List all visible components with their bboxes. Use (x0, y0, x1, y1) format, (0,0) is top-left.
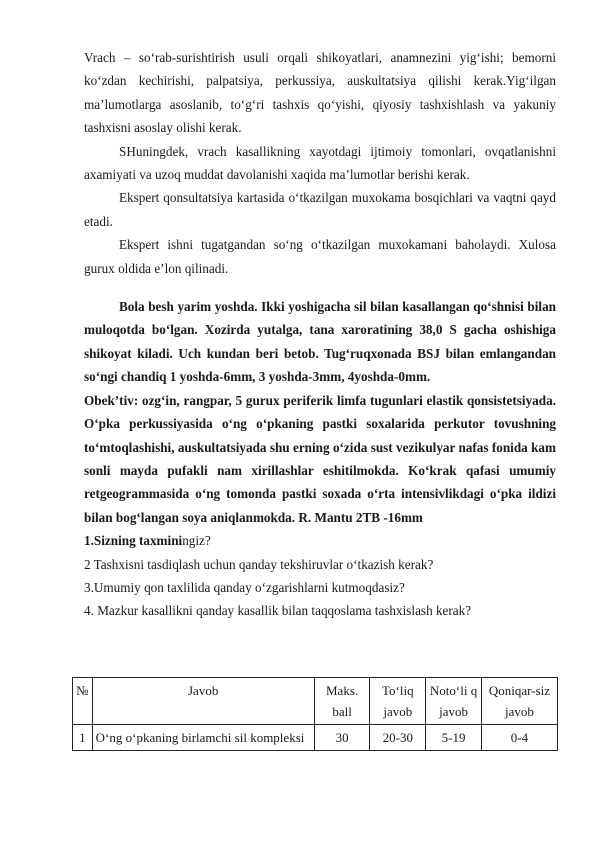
header-number: № (73, 678, 93, 725)
case-objective: Obek’tiv: ozg‘in, rangpar, 5 gurux periferik limfa tugunlari elastik qonsistetsiyada. O‘pka perkussiyasida o‘ng o‘pkaning pastki soxalarida perkutor tovushning to‘mtoqlashishi, auskultatsiyada shu erning o‘zida sust vezikulyar nafas fonida kam sonli mayda pufakli nam xirillashlar eshitilmokda. Ko‘krak qafasi umumiy retgeogrammasida o‘ng tomonda pastki soxada o‘rta intensivlikdagi o‘pka ildizi bilan bog‘langan soya aniqlanmokda. R. Mantu 2TB -16mm (84, 392, 556, 525)
case-intro: Bola besh yarim yoshda. Ikki yoshigacha sil bilan kasallangan qo‘shnisi bilan muloqotda bo‘lgan. Xozirda yutalga, tana xaroratining 38,0 S gacha oshishiga shikoyat kiladi. Uch kundan beri betob. Tug‘ruqxonada BSJ bilan emlangandan so‘ngi chandiq 1 yoshda-6mm, 3 yoshda-3mm, 4yoshda-0mm. (84, 299, 556, 385)
paragraph-expert-card: Ekspert qonsultatsiya kartasida o‘tkazilgan muxokama bosqichlari va vaqtni qayd etadi. (84, 190, 556, 229)
paragraph-expert-evaluation: Ekspert ishni tugatgandan so‘ng o‘tkazilgan muxokamani baholaydi. Xulosa gurux oldida e’lon qilinadi. (84, 237, 556, 276)
table-header-row (73, 678, 558, 725)
question-1-rest: ngiz? (182, 533, 211, 549)
paragraph-social-aspects: SHuningdek, vrach kasallikning xayotdagi ijtimoiy tomonlari, ovqatlanishni axamiyati va uzoq muddat davolanishi xaqida ma’lumotlar berishi kerak. (84, 143, 556, 183)
paragraph-doctor-duties: Vrach – so‘rab-surishtirish usuli orqali shikoyatlari, anamnezini yig‘ishi; bemorni ko‘zdan kechirishi, palpatsiya, perkussiya, auskultatsiya qilishi kerak.Yig‘ilgan ma’lumotlarga asoslanib, to‘g‘ri tashxis qo‘yishi, qiyosiy tashxishlash va yakuniy tashxisni asoslay olishi kerak. (84, 50, 556, 136)
row-answer: O‘ng o‘pkaning birlamchi sil kompleksi (92, 725, 314, 751)
question-2: 2 Tashxisni tasdiqlash uchun qanday tekshiruvlar o‘tkazish kerak? (84, 556, 434, 572)
question-1 (84, 529, 556, 552)
row-max-ball: 30 (314, 725, 370, 751)
question-3: 3.Umumiy qon taxlilida qanday o‘zgarishlarni kutmoqdasiz? (84, 579, 405, 595)
question-1-bold: 1.Sizning taxmini (84, 533, 183, 549)
header-partial-answer: Noto‘li q javob (426, 678, 482, 725)
row-full-answer: 20-30 (370, 725, 426, 751)
header-poor-answer: Qoniqar-siz javob (481, 678, 557, 725)
header-max-ball: Maks. ball (314, 678, 370, 725)
spacer (84, 280, 556, 295)
header-answer: Javob (92, 678, 314, 725)
answer-table (72, 677, 558, 751)
question-4: 4. Mazkur kasallikni qanday kasallik bilan taqqoslama tashxislash kerak? (84, 603, 472, 619)
header-full-answer: To‘liq javob (370, 678, 426, 725)
row-partial-answer: 5-19 (426, 725, 482, 751)
row-poor-answer: 0-4 (481, 725, 557, 751)
document-body (84, 46, 556, 623)
table-row (73, 725, 558, 751)
row-number: 1 (73, 725, 93, 751)
